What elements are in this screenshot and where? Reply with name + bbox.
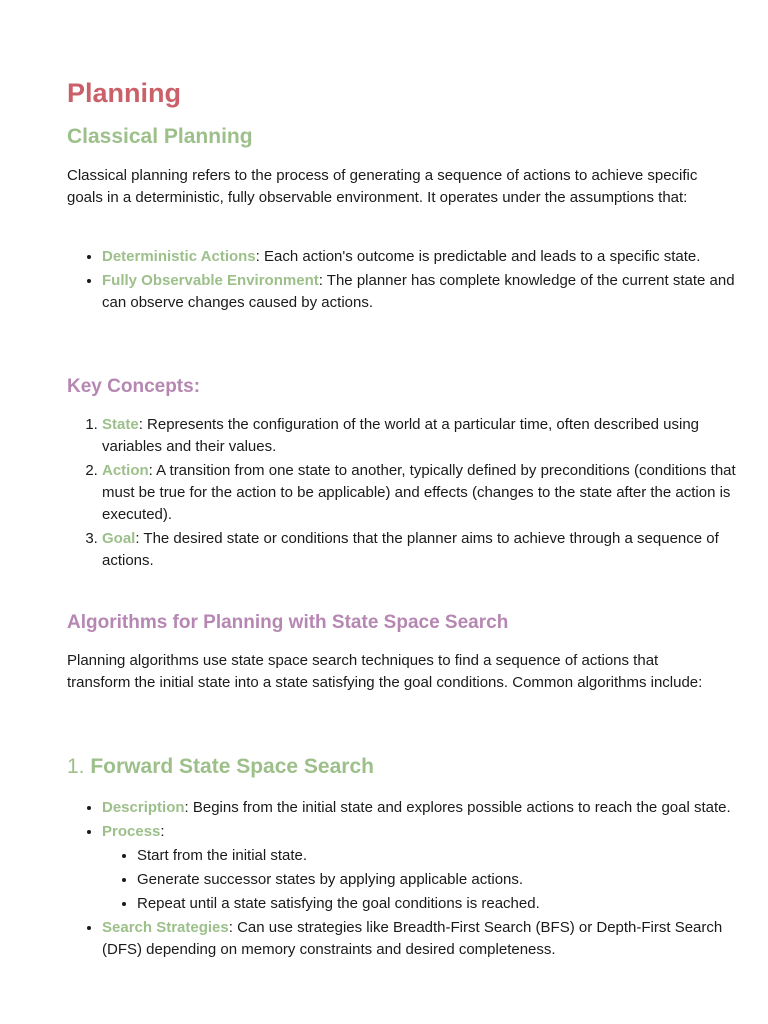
term-fully-observable: Fully Observable Environment — [102, 272, 319, 289]
list-item — [102, 821, 742, 915]
term-description: : Represents the configuration of the world at a particular time, often described using variables and their values. — [102, 416, 699, 455]
term-colon: : — [160, 823, 165, 840]
term-goal: Goal — [102, 530, 136, 547]
term-description: : A transition from one state to another, typically defined by preconditions (conditions that must be true for the action to be applicable) and effects (changes to the state after the action is executed). — [102, 462, 736, 523]
list-item: • Generate successor states by applying applicable actions. — [137, 869, 742, 891]
classical-planning-heading: Classical Planning — [67, 125, 253, 148]
list-item — [102, 797, 742, 819]
forward-search-heading — [67, 753, 374, 781]
term-description: : The desired state or conditions that the planner aims to achieve through a sequence of actions. — [102, 530, 719, 569]
section-number: 1. — [67, 755, 85, 778]
list-item — [102, 528, 742, 572]
list-item: • Start from the initial state. — [137, 845, 742, 867]
assumptions-list — [67, 246, 742, 316]
key-concepts-list — [67, 414, 742, 574]
list-item — [102, 460, 742, 526]
algorithms-heading: Algorithms for Planning with State Space Search — [67, 612, 509, 633]
list-item — [102, 270, 742, 314]
list-item: • Repeat until a state satisfying the goal conditions is reached. — [137, 893, 742, 915]
section-title: Forward State Space Search — [90, 755, 374, 778]
term-description: : Begins from the initial state and explores possible actions to reach the goal state. — [184, 799, 731, 816]
page-title: Planning — [67, 78, 181, 108]
key-concepts-heading: Key Concepts: — [67, 376, 201, 397]
term-search-strategies: Search Strategies — [102, 919, 229, 936]
term-description-label: Description — [102, 799, 185, 816]
list-item — [102, 917, 742, 961]
list-item — [102, 246, 742, 268]
forward-search-list — [67, 797, 742, 963]
term-state: State — [102, 416, 139, 433]
term-action: Action — [102, 462, 149, 479]
classical-planning-intro: Classical planning refers to the process of generating a sequence of actions to achieve specific goals in a deterministic, fully observable environment. It operates under the assumptions that: — [67, 167, 698, 206]
list-item — [102, 414, 742, 458]
algorithms-intro: Planning algorithms use state space search techniques to find a sequence of actions that transform the initial state into a state satisfying the goal conditions. Common algorithms include: — [67, 652, 703, 691]
term-description: : The planner has complete knowledge of the current state and can observe changes caused by actions. — [102, 272, 735, 311]
term-process: Process — [102, 823, 161, 840]
term-deterministic-actions: Deterministic Actions — [102, 248, 256, 265]
term-description: : Each action's outcome is predictable and leads to a specific state. — [255, 248, 701, 265]
term-description: : Can use strategies like Breadth-First Search (BFS) or Depth-First Search (DFS) depending on memory constraints and desired completeness. — [102, 919, 723, 958]
process-steps-list — [102, 845, 742, 915]
